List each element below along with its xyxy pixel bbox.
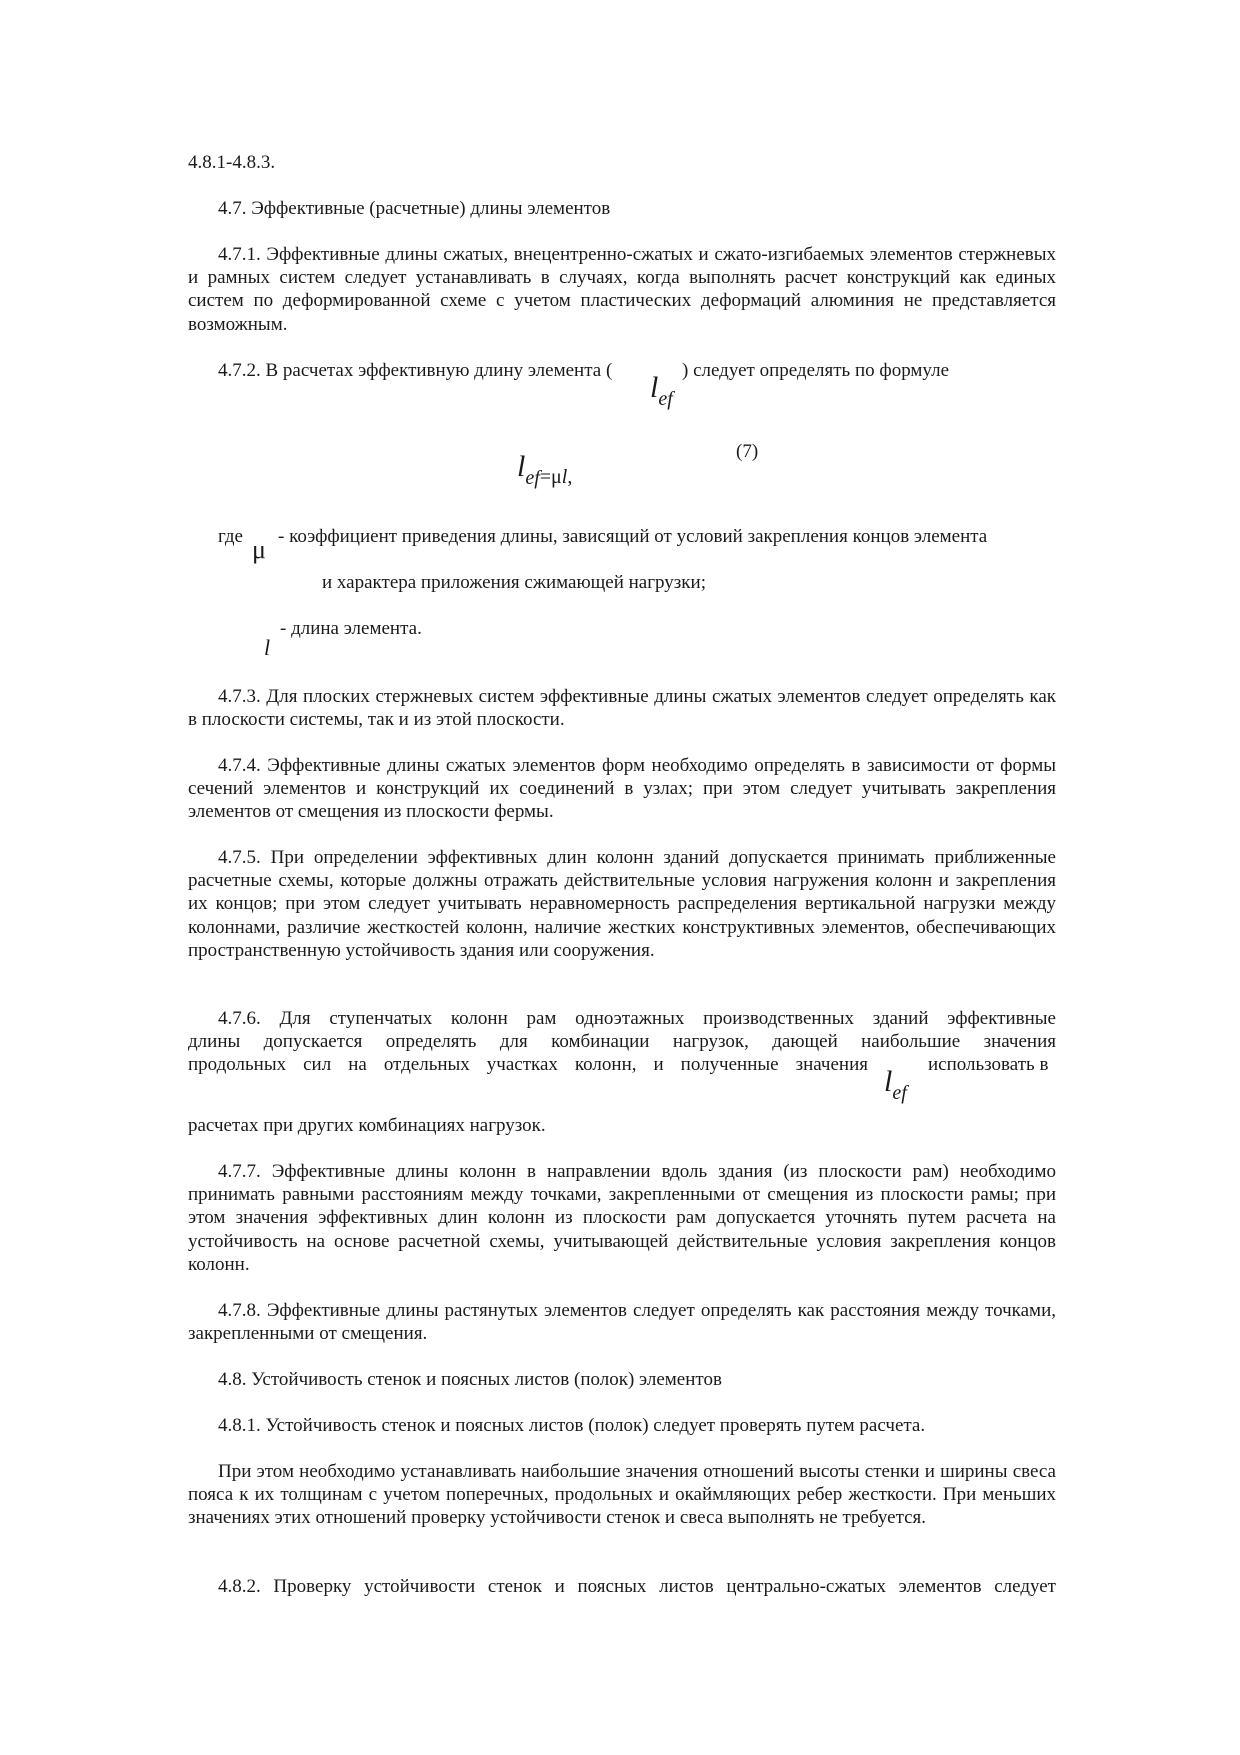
symbol-ef: ef — [658, 388, 673, 410]
paragraph-4-7-6-line2: длины допускается определять для комбинации нагрузок, дающей наибольшие значения — [188, 1031, 1056, 1052]
paragraph-4-7-3 — [188, 685, 1056, 731]
section-heading-4-7: 4.7. Эффективные (расчетные) длины элементов — [218, 198, 611, 219]
formula-comma: , — [567, 466, 573, 488]
formula-l: l — [561, 466, 568, 488]
paragraph-4-7-8 — [188, 1299, 1056, 1345]
formula-symbol-l: l — [517, 450, 526, 483]
paragraph-4-7-6-line3a: продольных сил на отдельных участках колонн, и полученные значения — [188, 1054, 868, 1075]
paragraph-4-7-2-after: ) следует определять по формуле — [682, 360, 950, 381]
paragraph-4-7-8-text: 4.7.8. Эффективные длины растянутых элементов следует определять как расстояния между точками, закрепленными от смещения. — [188, 1300, 1056, 1345]
mu-definition-line1: - коэффициент приведения длины, зависящий от условий закрепления концов элемента — [278, 526, 988, 547]
paragraph-4-8-2-start: 4.8.2. Проверку устойчивости стенок и поясных листов центрально-сжатых элементов следует — [218, 1576, 1056, 1597]
paragraph-4-7-4-text: 4.7.4. Эффективные длины сжатых элементов форм необходимо определять в зависимости от формы сечений элементов и конструкций их соединений в узлах; при этом следует учитывать закрепления элементов от смещения из плоскости фермы. — [188, 755, 1056, 823]
formula-symbol-ef: ef — [525, 467, 540, 489]
symbol-ef-2: ef — [892, 1082, 907, 1104]
paragraph-4-7-5-text: 4.7.5. При определении эффективных длин колонн зданий допускается принимать приближенные расчетные схемы, которые должны отражать действительные условия нагружения колонн и закрепления их концов; при этом следует учитывать неравномерность распределения вертикальной нагрузки между колоннами, различие жесткостей колонн, наличие жестких конструктивных элементов, обеспечивающих пространственную устойчивость здания или сооружения. — [188, 847, 1056, 961]
lef-symbol-4-7-6 — [884, 1065, 907, 1104]
lef-symbol-inline — [650, 371, 673, 410]
mu-definition-line2: и характера приложения сжимающей нагрузки; — [322, 572, 706, 593]
l-symbol: l — [264, 635, 271, 660]
formula-equals-mu: =μ — [539, 466, 562, 488]
paragraph-4-7-5 — [188, 846, 1056, 962]
symbol-l-2: l — [884, 1065, 893, 1098]
mu-symbol: μ — [252, 535, 266, 564]
paragraph-4-7-1-text: 4.7.1. Эффективные длины сжатых, внецентренно-сжатых и сжато-изгибаемых элементов стержневых и рамных систем следует устанавливать в случаях, когда выполнять расчет конструкций как единых систем по деформированной схеме с учетом пластических деформаций алюминия не представляется возможным. — [188, 244, 1056, 335]
paragraph-4-7-6-line1: 4.7.6. Для ступенчатых колонн рам одноэтажных производственных зданий эффективные — [218, 1008, 1056, 1029]
paragraph-4-7-6-line4: расчетах при других комбинациях нагрузок. — [188, 1115, 546, 1136]
paragraph-4-7-7 — [188, 1160, 1056, 1276]
paragraph-4-8-1-b — [188, 1460, 1056, 1530]
l-definition: - длина элемента. — [280, 618, 422, 639]
paragraph-4-7-2-before: 4.7.2. В расчетах эффективную длину элемента ( — [218, 360, 613, 381]
paragraph-4-7-3-text: 4.7.3. Для плоских стержневых систем эффективные длины сжатых элементов следует определять как в плоскости системы, так и из этой плоскости. — [188, 686, 1056, 731]
section-heading-4-8: 4.8. Устойчивость стенок и поясных листов (полок) элементов — [218, 1369, 722, 1390]
paragraph-4-8-1: 4.8.1. Устойчивость стенок и поясных листов (полок) следует проверять путем расчета. — [218, 1415, 926, 1436]
paragraph-4-7-7-text: 4.7.7. Эффективные длины колонн в направлении вдоль здания (из плоскости рам) необходимо принимать равными расстояниям между точками, закрепленными от смещения из плоскости рамы; при этом значения эффективных длин колонн из плоскости рам допускается уточнять путем расчета на устойчивость на основе расчетной схемы, учитывающей действительные условия закрепления концов колонн. — [188, 1161, 1056, 1275]
paragraph-4-7-6-line3b: использовать в — [928, 1054, 1049, 1075]
formula-number: (7) — [736, 441, 759, 462]
paragraph-4-8-1-b-text: При этом необходимо устанавливать наибольшие значения отношений высоты стенки и ширины свеса пояса к их толщинам с учетом поперечных, продольных и окаймляющих ребер жесткости. При меньших значениях этих отношений проверку устойчивости стенок и свеса выполнять не требуется. — [188, 1461, 1056, 1529]
where-word: где — [218, 526, 243, 547]
symbol-l: l — [650, 371, 659, 404]
header-ref: 4.8.1-4.8.3. — [188, 152, 276, 173]
paragraph-4-7-4 — [188, 754, 1056, 824]
paragraph-4-7-1 — [188, 243, 1056, 336]
formula-7 — [517, 450, 573, 489]
